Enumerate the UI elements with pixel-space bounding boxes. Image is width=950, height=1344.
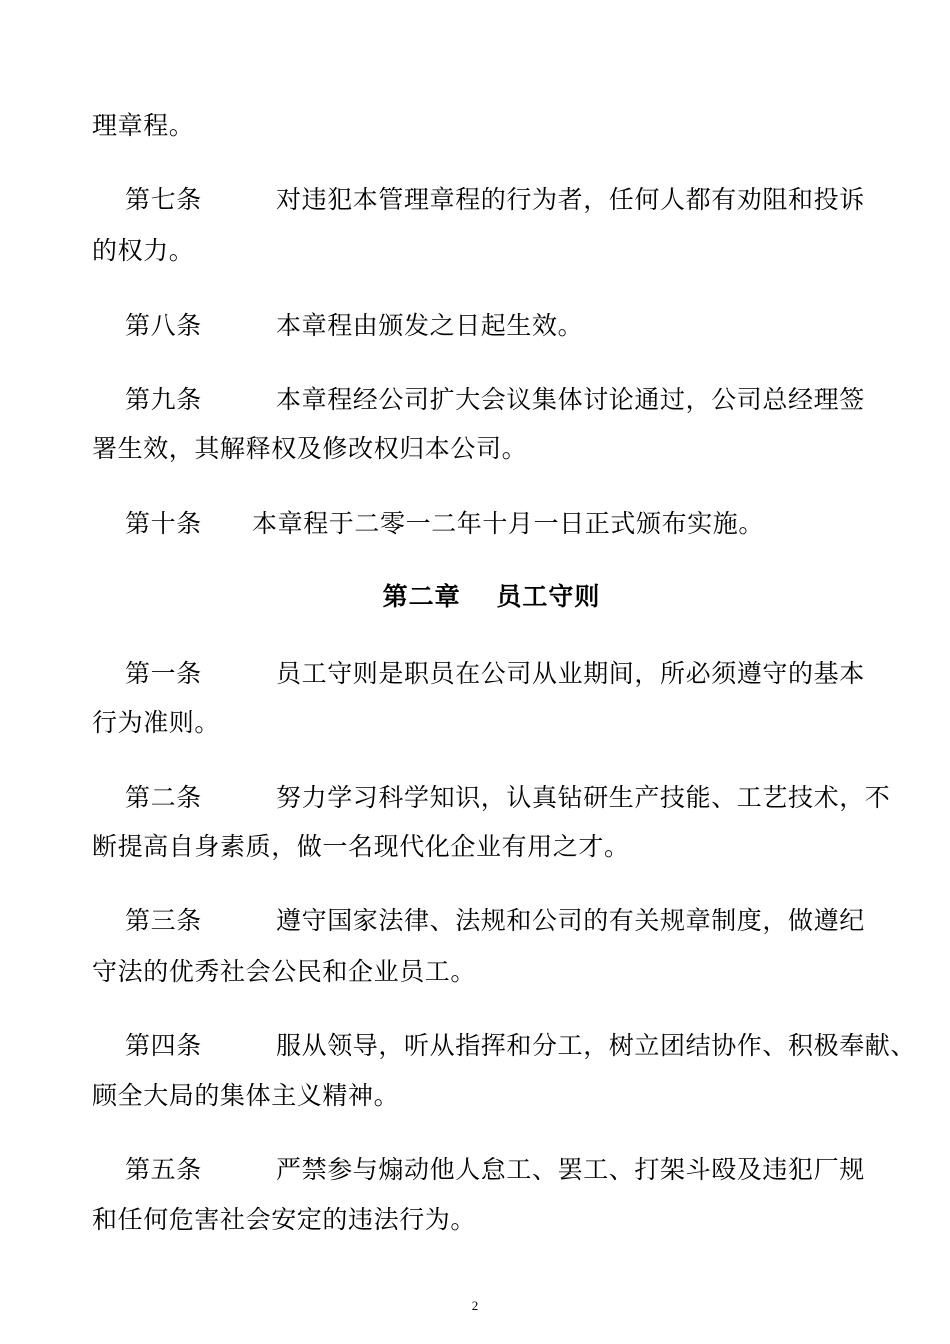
article-number: 第一条 bbox=[125, 659, 202, 688]
article-number: 第五条 bbox=[125, 1155, 202, 1184]
article-text: 严禁参与煽动他人怠工、罢工、打架斗殴及违犯厂规 bbox=[276, 1155, 865, 1184]
article-text-cont: 的权力。 bbox=[92, 236, 195, 265]
article-text-cont: 署生效，其解释权及修改权归本公司。 bbox=[92, 434, 528, 463]
article-text-cont: 顾全大局的集体主义精神。 bbox=[92, 1081, 400, 1110]
article-text-cont: 守法的优秀社会公民和企业员工。 bbox=[92, 957, 477, 986]
article-text: 努力学习科学知识，认真钻研生产技能、工艺技术，不 bbox=[276, 783, 891, 812]
continuation-text: 理章程。 bbox=[92, 111, 195, 140]
article-number: 第七条 bbox=[125, 185, 202, 214]
chapter-heading: 第二章 员工守则 bbox=[382, 582, 601, 611]
article-text: 服从领导，听从指挥和分工，树立团结协作、积极奉献、 bbox=[276, 1031, 917, 1060]
article-text: 本章程于二零一二年十月一日正式颁布实施。 bbox=[252, 509, 765, 538]
article-text: 本章程由颁发之日起生效。 bbox=[276, 311, 584, 340]
article-number: 第十条 bbox=[125, 509, 202, 538]
page-number: 2 bbox=[471, 1298, 479, 1313]
article-text: 本章程经公司扩大会议集体讨论通过，公司总经理签 bbox=[276, 385, 865, 414]
article-text: 遵守国家法律、法规和公司的有关规章制度，做遵纪 bbox=[276, 906, 865, 935]
article-number: 第二条 bbox=[125, 783, 202, 812]
article-text-cont: 和任何危害社会安定的违法行为。 bbox=[92, 1205, 477, 1234]
article-text-cont: 断提高自身素质，做一名现代化企业有用之才。 bbox=[92, 832, 630, 861]
article-text-cont: 行为准则。 bbox=[92, 708, 221, 737]
article-text: 员工守则是职员在公司从业期间，所必须遵守的基本 bbox=[276, 659, 865, 688]
article-number: 第九条 bbox=[125, 385, 202, 414]
article-text: 对违犯本管理章程的行为者，任何人都有劝阻和投诉 bbox=[276, 185, 865, 214]
article-number: 第三条 bbox=[125, 906, 202, 935]
article-number: 第四条 bbox=[125, 1031, 202, 1060]
article-number: 第八条 bbox=[125, 311, 202, 340]
